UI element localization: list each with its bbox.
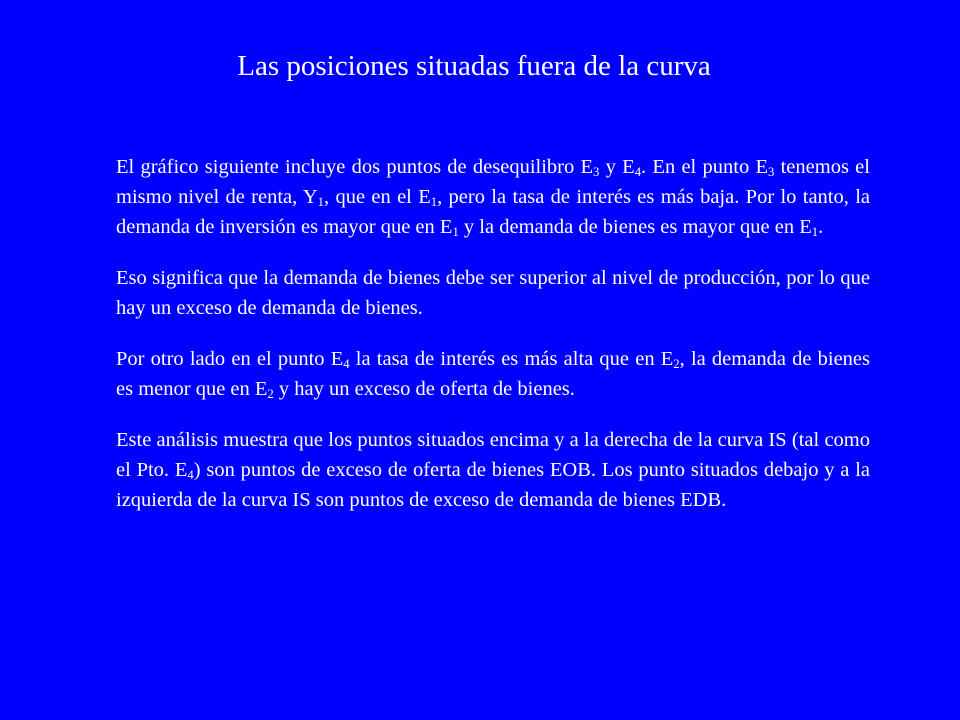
subscript-index: 2	[673, 357, 680, 372]
subscript-index: 4	[343, 357, 350, 372]
paragraph-exceso-oferta: Por otro lado en el punto $E_4$ la tasa de interés es más alta que en $E_2$, la demanda de bienes es menor que en $E_2$ y hay un exceso de oferta de bienes.	[116, 348, 871, 402]
paragraph-desequilibrio: El gráfico siguiente incluye dos puntos de desequilibro $E_3$ y $E_4$. En el punto $E_3$ tenemos el mismo nivel de renta, $Y_1$, que en el $E_1$, pero la tasa de interés es más baja. Por lo tanto, la demanda de inversión es mayor que en $E_1$ y la demanda de bienes es mayor que en $E_1$.	[116, 156, 871, 240]
subscript-index: 2	[267, 387, 274, 402]
subscript-index: 3	[767, 165, 775, 180]
subscript-index: 1	[430, 195, 438, 210]
slide-body	[116, 152, 870, 536]
subscript-index: 1	[811, 225, 819, 240]
subscript-index: 1	[317, 195, 324, 210]
subscript-index: 1	[452, 225, 459, 240]
slide-title: Las posiciones situadas fuera de la curva	[237, 50, 711, 82]
paragraph-exceso-demanda: Eso significa que la demanda de bienes debe ser superior al nivel de producción, por lo que hay un exceso de demanda de bienes.	[116, 267, 870, 319]
subscript-index: 3	[593, 165, 600, 180]
subscript-index: 4	[634, 165, 642, 180]
paragraph-analisis-is: Este análisis muestra que los puntos situados encima y a la derecha de la curva IS (tal como el Pto. $E_4$) son puntos de exceso de oferta de bienes EOB. Los punto situados debajo y a la izquierda de la curva IS son puntos de exceso de demanda de bienes EDB.	[116, 429, 870, 511]
subscript-index: 4	[187, 468, 194, 483]
